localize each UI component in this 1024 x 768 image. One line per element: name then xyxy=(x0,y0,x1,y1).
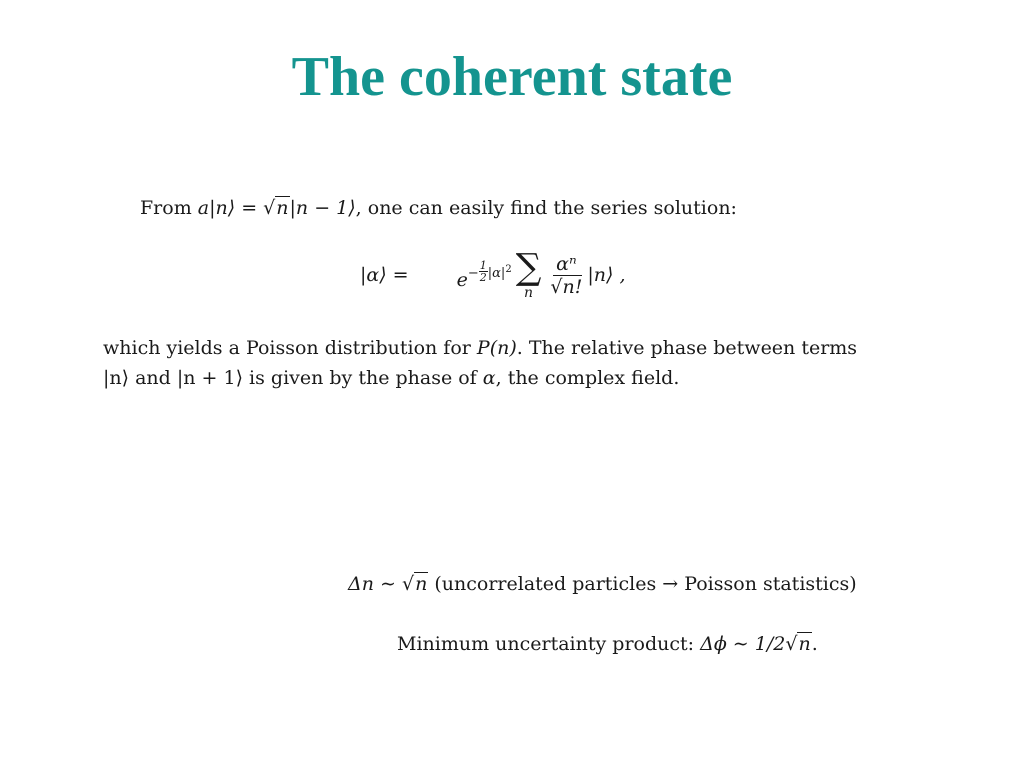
intro-line xyxy=(140,197,737,219)
number-fluctuation-line: Δn ∼ √n (uncorrelated particles → Poisson statistics) xyxy=(348,573,857,595)
equation-lhs: |α⟩ = xyxy=(360,264,409,286)
alpha-symbol: α xyxy=(482,367,496,389)
paragraph-line-1: which yields a Poisson distribution for P(n). The relative phase between terms xyxy=(103,337,858,359)
ket-n: |n⟩ , xyxy=(587,264,626,286)
summation: ∑ n xyxy=(515,247,542,301)
exponential-term: $e^{- \frac{1}{2} |\alpha|^2}$ xyxy=(456,258,512,291)
series-equation xyxy=(360,240,626,310)
p-of-n: P(n) xyxy=(476,337,517,359)
intro-suffix: , one can easily find the series solution: xyxy=(355,197,737,219)
operator-relation: a|n⟩ = √n|n − 1⟩ xyxy=(197,197,356,219)
paragraph-line-2: |n⟩ and |n + 1⟩ is given by the phase of α, the complex field. xyxy=(103,367,680,389)
slide-title: The coherent state xyxy=(291,46,733,108)
uncertainty-line: Minimum uncertainty product: Δϕ ∼ 1/2√n. xyxy=(397,633,818,655)
coefficient-fraction: $\frac{\text{αⁿ}}{√n!}$ xyxy=(550,252,583,298)
intro-prefix: From xyxy=(140,197,198,219)
